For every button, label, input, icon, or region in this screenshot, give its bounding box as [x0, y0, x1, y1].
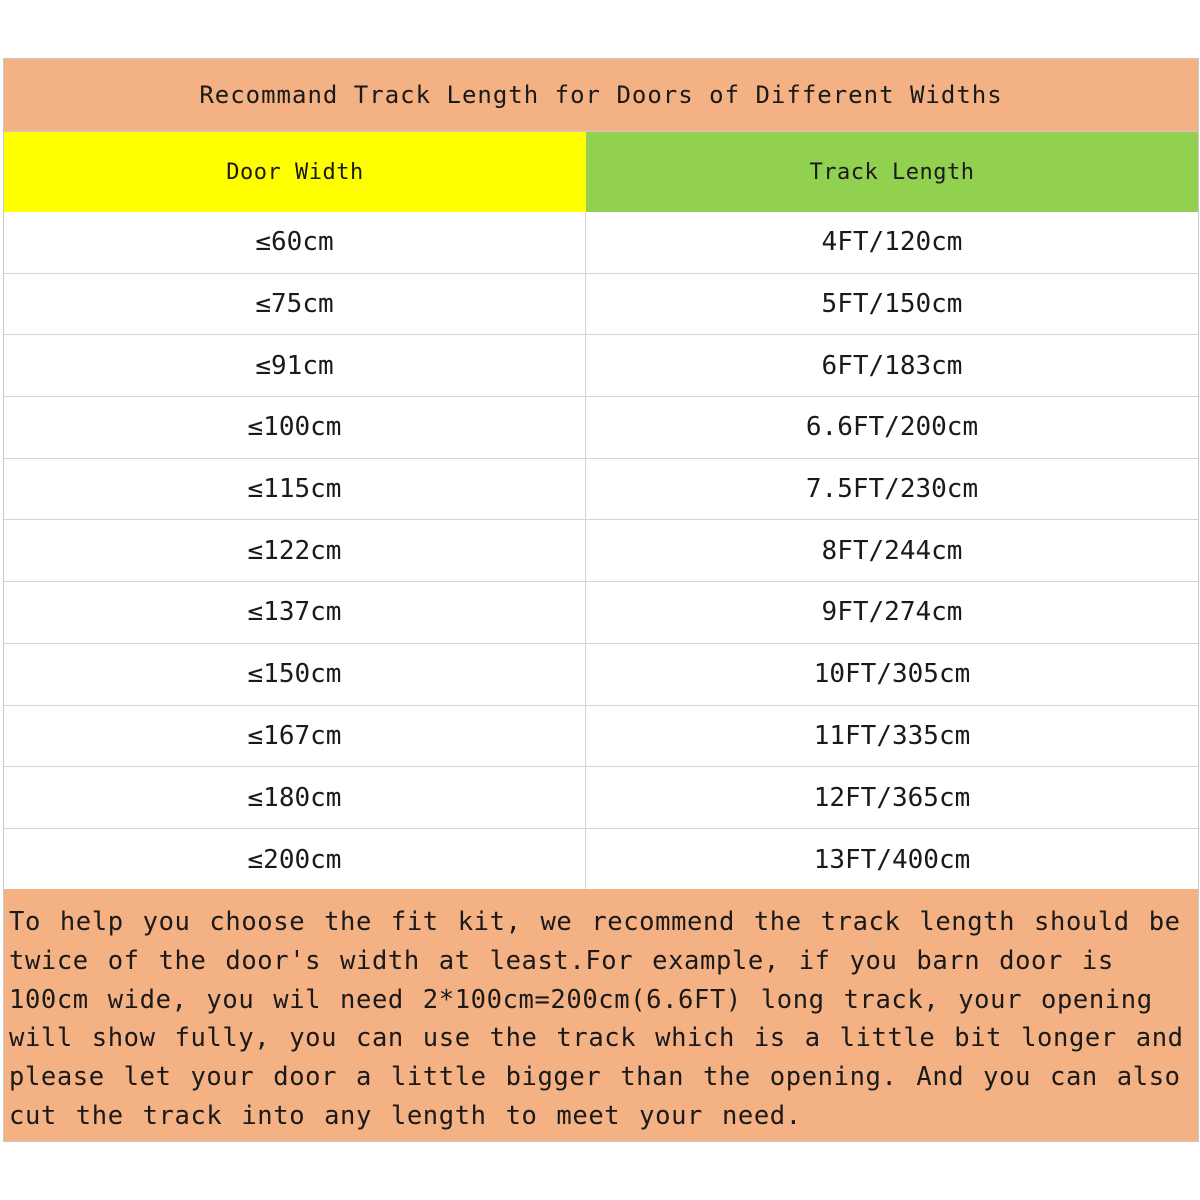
- track-length-cell: 10FT/305cm: [813, 659, 971, 690]
- track-length-cell: 4FT/120cm: [821, 227, 963, 258]
- door-width-cell: ≤91cm: [4, 335, 586, 396]
- track-length-cell: 9FT/274cm: [821, 597, 963, 628]
- track-length-cell: 12FT/365cm: [813, 782, 971, 813]
- table-row: [4, 829, 1198, 891]
- track-length-cell: 7.5FT/230cm: [805, 474, 979, 505]
- table-row: [4, 767, 1198, 829]
- table-row: [4, 582, 1198, 644]
- table-row: [4, 459, 1198, 521]
- table-row: [4, 212, 1198, 274]
- track-length-cell: 13FT/400cm: [813, 844, 971, 875]
- track-length-cell: 5FT/150cm: [821, 289, 963, 320]
- door-width-cell: ≤122cm: [4, 520, 586, 581]
- track-length-table: [3, 58, 1199, 1142]
- table-row: [4, 706, 1198, 768]
- track-length-cell: 6.6FT/200cm: [805, 412, 979, 443]
- door-width-cell: ≤137cm: [4, 582, 586, 643]
- table-row: [4, 397, 1198, 459]
- door-width-cell: ≤100cm: [4, 397, 586, 458]
- track-length-header: Track Length: [586, 132, 1198, 212]
- table-row: [4, 335, 1198, 397]
- door-width-header: Door Width: [4, 132, 586, 212]
- recommendation-note: To help you choose the fit kit, we recommend the track length should be twice of the door's width at least.For example, if you barn door is 100cm wide, you wil need 2*100cm=200cm(6.6FT) long track, your opening will show fully, you can use the track which is a little bit longer and please let your door a little bigger than the opening. And you can also cut the track into any length to meet your need.: [4, 889, 1198, 1141]
- door-width-cell: ≤60cm: [4, 212, 586, 273]
- table-row: [4, 520, 1198, 582]
- table-title: Recommand Track Length for Doors of Different Widths: [4, 59, 1198, 132]
- door-width-cell: ≤180cm: [4, 767, 586, 828]
- track-length-cell: 11FT/335cm: [813, 720, 971, 751]
- door-width-cell: ≤75cm: [4, 274, 586, 335]
- door-width-cell: ≤200cm: [4, 829, 586, 891]
- table-row: [4, 644, 1198, 706]
- header-row: [4, 132, 1198, 212]
- door-width-cell: ≤115cm: [4, 459, 586, 520]
- door-width-cell: ≤150cm: [4, 644, 586, 705]
- door-width-cell: ≤167cm: [4, 706, 586, 767]
- table-row: [4, 274, 1198, 336]
- track-length-cell: 6FT/183cm: [821, 350, 963, 381]
- track-length-cell: 8FT/244cm: [821, 535, 963, 566]
- table-body: [4, 212, 1198, 891]
